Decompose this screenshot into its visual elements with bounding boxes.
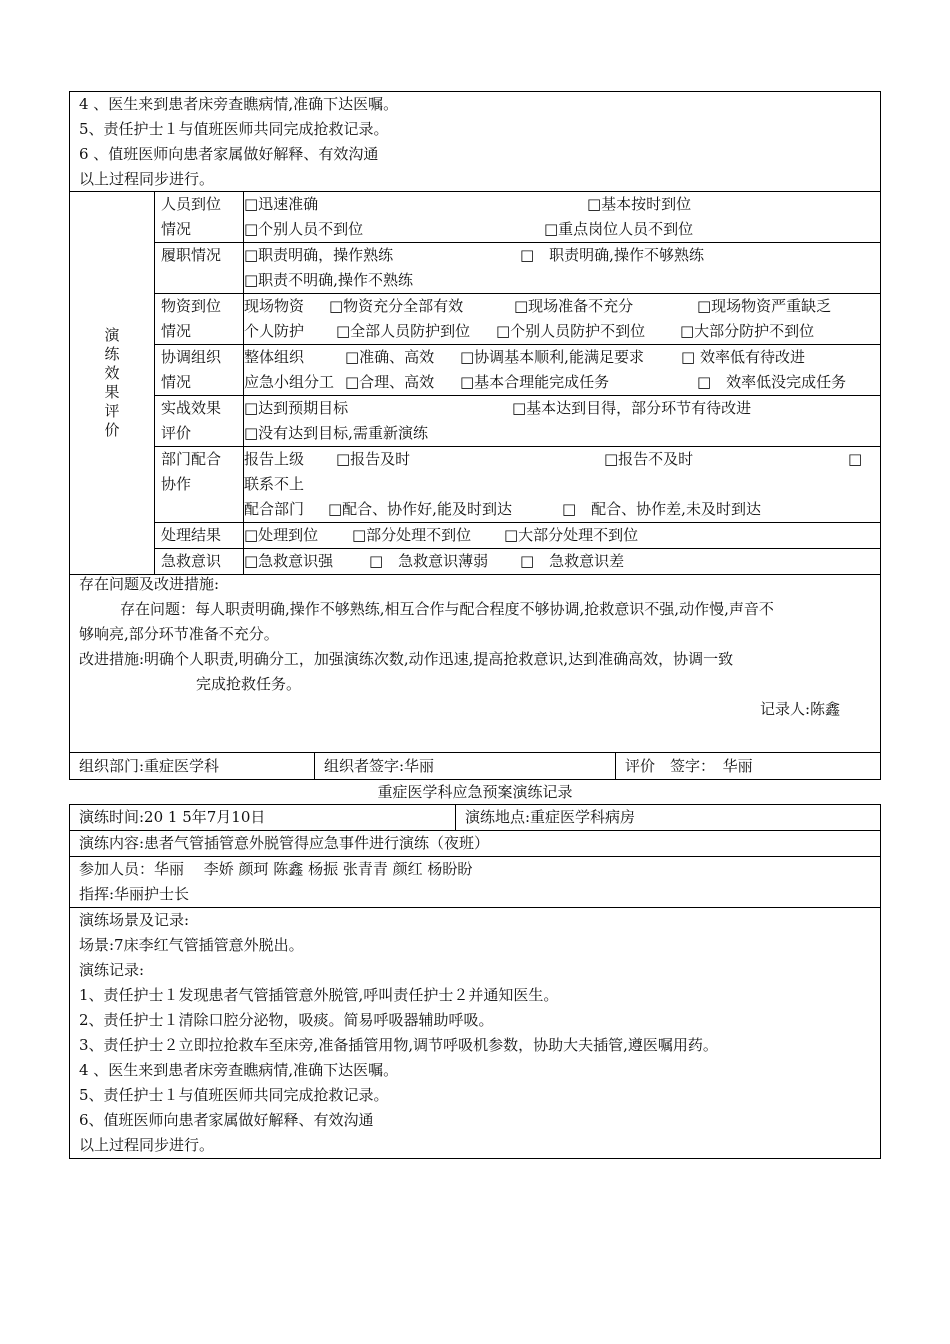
eval-row-label: 部门配合 协作 [155,447,244,523]
drill-commander: 指挥:华丽护士长 [79,885,190,903]
eval-row-label: 处理结果 [155,523,244,549]
recorder: 记录人:陈鑫 [759,700,840,718]
checkbox-option[interactable]: □迅速准确 [244,195,319,213]
checkbox-option[interactable]: □现场物资严重缺乏 [697,297,832,315]
checkbox-option[interactable]: □物资充分全部有效 [329,297,464,315]
drill-time: 演练时间:20 1 5年7月10日 [70,805,456,831]
checkbox-option[interactable]: □大部分防护不到位 [680,322,815,340]
record-line: 4 、医生来到患者床旁查瞧病情,准确下达医嘱。 [79,95,399,113]
option-category: 配合部门 [244,500,305,518]
problem-text: 存在问题：每人职责明确,操作不够熟练,相互合作与配合程度不够协调,抢救意识不强,动作慢,声音不 [120,600,774,618]
record-line: 6 、值班医师向患者家属做好解释、有效沟通 [79,145,379,163]
checkbox-option[interactable]: □配合、协作好,能及时到达 [328,500,512,518]
eval-row-options [244,192,881,243]
eval-row-label: 实战效果 评价 [155,396,244,447]
drill-content: 演练内容:患者气管插管意外脱管得应急事件进行演练（夜班） [70,831,881,857]
checkbox-option[interactable]: □准确、高效 [345,348,435,366]
organizer-signature: 组织者签字:华丽 [315,753,616,780]
record-step: 以上过程同步进行。 [79,1136,215,1154]
checkbox-option[interactable]: □职责不明确,操作不熟练 [244,271,413,289]
drill-participants: 参加人员：华丽 李娇 颜珂 陈鑫 杨振 张青青 颜红 杨盼盼 指挥:华丽护士长 [70,857,881,908]
eval-row-label: 履职情况 [155,243,244,294]
option-category: 个人防护 [244,322,305,340]
checkbox-option[interactable]: □ 急救意识薄弱 [369,552,489,570]
checkbox-option[interactable]: □基本按时到位 [587,195,692,213]
checkbox-option[interactable]: □达到预期目标 [244,399,349,417]
checkbox-option[interactable]: □合理、高效 [345,373,435,391]
record-continuation-block [69,91,881,192]
eval-row-options [244,243,881,294]
eval-row-options [244,549,881,575]
record-step: 5、责任护士１与值班医师共同完成抢救记录。 [79,1086,389,1104]
checkbox-option[interactable]: □个别人员防护不到位 [496,322,646,340]
drill-scene-record: 演练场景及记录: 场景:7床李红气管插管意外脱出。 演练记录: 1、责任护士１发现患者气管插管意外脱管,呼叫责任护士２并通知医生。 2、责任护士１清除口腔分泌物，吸痰。简易呼吸器辅助呼吸。 3、责任护士２立即拉抢救车至床旁,准备插管用物,调节呼吸机参数，协助大夫插管,遵医嘱用药。 4 、医生来到患者床旁查瞧病情,准确下达医嘱。 5、责任护士１与值班医师共同完成抢救记录。 6、值班医师向患者家属做好解释、有效沟通 以上过程同步进行。 [70,908,881,1159]
eval-row-options [244,523,881,549]
evaluation-table [69,191,881,575]
checkbox-option[interactable]: □协调基本顺利,能满足要求 [460,348,644,366]
checkbox-option[interactable]: □急救意识强 [244,552,334,570]
eval-row-options [244,447,881,523]
improvement-text: 改进措施:明确个人职责,明确分工，加强演练次数,动作迅速,提高抢救意识,达到准确高效，协调一致 [79,650,734,668]
improvement-text: 完成抢救任务。 [196,675,302,693]
signature-row [69,752,881,780]
option-category: 报告上级 [244,450,305,468]
checkbox-option[interactable]: □ 效率低没完成任务 [697,373,847,391]
problems-heading: 存在问题及改进措施: [79,575,220,593]
record-step: 2、责任护士１清除口腔分泌物，吸痰。简易呼吸器辅助呼吸。 [79,1011,494,1029]
option-category: 整体组织 [244,348,305,366]
checkbox-option[interactable]: □报告及时 [336,450,411,468]
organizing-dept: 组织部门:重症医学科 [70,753,315,780]
problem-text: 够响亮,部分环节准备不充分。 [79,625,279,643]
record-line: 以上过程同步进行。 [79,170,215,188]
problems-section [69,572,881,753]
checkbox-option[interactable]: □全部人员防护到位 [336,322,471,340]
option-text: 联系不上 [244,475,305,493]
option-category: 现场物资 [244,297,305,315]
eval-row-options [244,345,881,396]
checkbox-option[interactable]: □ 配合、协作差,未及时到达 [562,500,761,518]
page-title: 重症医学科应急预案演练记录 [377,783,573,801]
record-step: 4 、医生来到患者床旁查瞧病情,准确下达医嘱。 [79,1061,399,1079]
checkbox-option[interactable]: □基本合理能完成任务 [460,373,610,391]
checkbox-option[interactable]: □没有达到目标,需重新演练 [244,424,428,442]
record-line: 5、责任护士１与值班医师共同完成抢救记录。 [79,120,389,138]
record-step: 6、值班医师向患者家属做好解释、有效沟通 [79,1111,374,1129]
eval-row-label: 协调组织 情况 [155,345,244,396]
checkbox-option[interactable]: □基本达到目得，部分环节有待改进 [512,399,752,417]
drill-record-table [69,804,881,1159]
eval-row-label: 人员到位 情况 [155,192,244,243]
eval-row-options [244,294,881,345]
review-signature: 评价 签字： 华丽 [616,753,881,780]
checkbox-option[interactable]: □ [848,450,863,468]
eval-row-label: 物资到位 情况 [155,294,244,345]
checkbox-option[interactable]: □个别人员不到位 [244,220,364,238]
option-category: 应急小组分工 [244,373,335,391]
eval-row-options [244,396,881,447]
checkbox-option[interactable]: □报告不及时 [604,450,694,468]
checkbox-option[interactable]: □ 职责明确,操作不够熟练 [520,246,704,264]
eval-row-label: 急救意识 [155,549,244,575]
checkbox-option[interactable]: □重点岗位人员不到位 [544,220,694,238]
record-step: 3、责任护士２立即拉抢救车至床旁,准备插管用物,调节呼吸机参数，协助大夫插管,遵医嘱用药。 [79,1036,718,1054]
checkbox-option[interactable]: □职责明确，操作熟练 [244,246,394,264]
checkbox-option[interactable]: □大部分处理不到位 [504,526,639,544]
checkbox-option[interactable]: □处理到位 [244,526,319,544]
checkbox-option[interactable]: □ 效率低有待改进 [681,348,805,366]
checkbox-option[interactable]: □ 急救意识差 [520,552,625,570]
checkbox-option[interactable]: □部分处理不到位 [352,526,472,544]
evaluation-side-label: 演练效果评价 [70,192,155,575]
record-step: 1、责任护士１发现患者气管插管意外脱管,呼叫责任护士２并通知医生。 [79,986,559,1004]
checkbox-option[interactable]: □现场准备不充分 [514,297,634,315]
drill-place: 演练地点:重症医学科病房 [456,805,881,831]
